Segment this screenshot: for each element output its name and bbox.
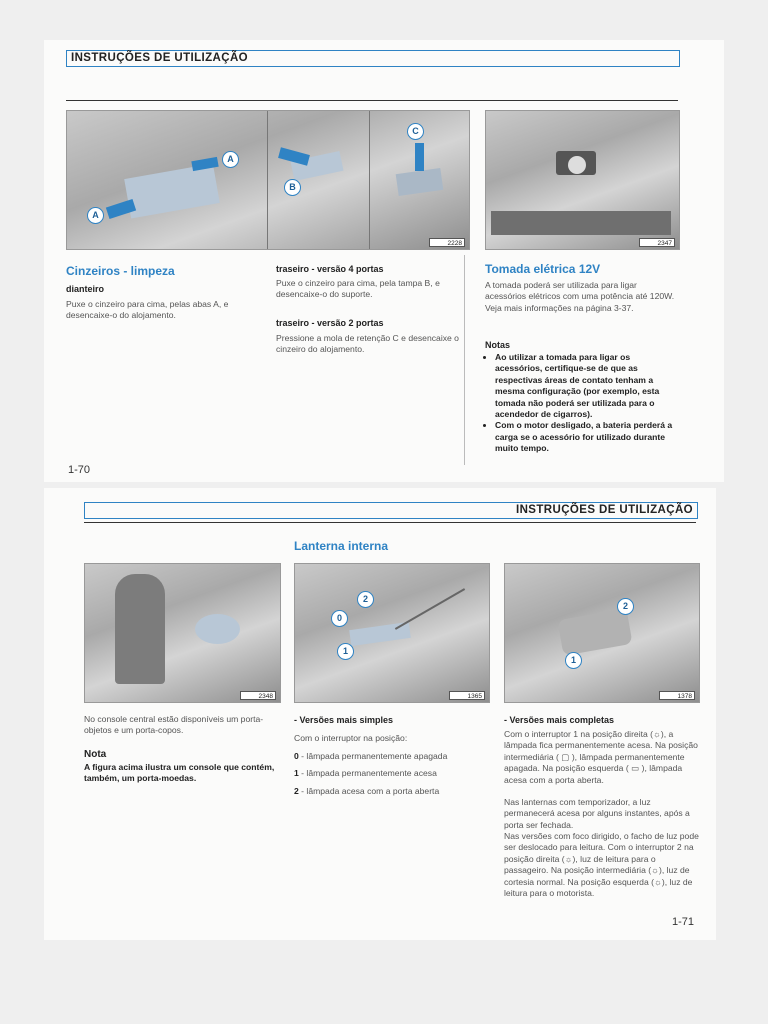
item-text: - lâmpada acesa com a porta aberta <box>301 786 440 796</box>
arrow-icon <box>191 157 218 171</box>
console-body: No console central estão disponíveis um porta-objetos e um porta-copos. <box>84 714 264 736</box>
callout-2: 2 <box>617 598 634 615</box>
item-key: 0 <box>294 751 299 761</box>
lamp-complete-photo <box>504 563 700 703</box>
figure-number: 1378 <box>659 691 695 700</box>
simple-item <box>294 768 490 779</box>
callout-1: 1 <box>337 643 354 660</box>
console-photo <box>84 563 281 703</box>
item-text: - lâmpada permanentemente acesa <box>301 768 437 778</box>
section-title-interior-light: Lanterna interna <box>294 539 389 553</box>
notes-list <box>485 352 678 455</box>
notes-title: Notas <box>485 340 511 350</box>
page-header-title: INSTRUÇÕES DE UTILIZAÇÃO <box>71 52 248 64</box>
body-rear-2door: Pressione a mola de retenção C e desencaixe o cinzeiro do alojamento. <box>276 333 459 355</box>
body-front: Puxe o cinzeiro para cima, pelas abas A, e desencaixe-o do alojamento. <box>66 299 229 321</box>
note-item: • Com o motor desligado, a bateria perderá a carga se o acessório for utilizado durante muito tempo. <box>495 420 678 454</box>
body-rear-4door: Puxe o cinzeiro para cima, pela tampa B, e desencaixe-o do suporte. <box>276 278 440 300</box>
complete-body-1: Com o interruptor 1 na posição direita (☼), a lâmpada fica permanentemente acesa. Na posição intermediária ( ▢ ), lâmpada permanentemente apagada. Na posição esquerda ( ▭ ), lâmpada acesa com a porta aberta. <box>504 729 698 785</box>
lamp-simple-photo <box>294 563 490 703</box>
simple-intro: Com o interruptor na posição: <box>294 733 408 743</box>
callout-a-right: A <box>222 151 239 168</box>
manual-page-left <box>44 40 724 482</box>
section-title-socket: Tomada elétrica 12V <box>485 262 601 276</box>
body-socket: A tomada poderá ser utilizada para ligar acessórios elétricos com uma potência até 120W. Veja mais informações na página 3-37. <box>485 280 675 313</box>
item-text: - lâmpada permanentemente apagada <box>301 751 448 761</box>
callout-b: B <box>284 179 301 196</box>
subtitle-rear-2door: traseiro - versão 2 portas <box>276 318 384 328</box>
note-title: Nota <box>84 749 107 760</box>
complete-body-2: Nas lanternas com temporizador, a luz permanecerá acesa por alguns instantes, após a porta ser fechada. <box>504 797 690 830</box>
item-key: 2 <box>294 786 299 796</box>
subtitle-simple: - Versões mais simples <box>294 715 394 725</box>
page-header-title: INSTRUÇÕES DE UTILIZAÇÃO <box>516 504 693 516</box>
subtitle-rear-4door: traseiro - versão 4 portas <box>276 264 384 274</box>
complete-body-3: Nas versões com foco dirigido, o facho de luz pode ser deslocado para leitura. Com o interruptor 2 na posição direita (☼), luz de leitura para o passageiro. Na posição intermediária (☼), luz de cortesia normal. Na posição esquerda (☼), luz de leitura para o motorista. <box>504 831 699 899</box>
arrow-icon <box>415 143 424 171</box>
figure-number: 2228 <box>429 238 465 247</box>
page-number: 1-70 <box>68 464 91 476</box>
page-header-box <box>84 502 698 519</box>
power-socket-photo <box>485 110 680 250</box>
manual-page-right <box>44 488 716 940</box>
figure-number: 2347 <box>639 238 675 247</box>
callout-a-left: A <box>87 207 104 224</box>
simple-item <box>294 786 490 797</box>
callout-0: 0 <box>331 610 348 627</box>
header-divider <box>66 100 678 101</box>
callout-1: 1 <box>565 652 582 669</box>
figure-number: 1365 <box>449 691 485 700</box>
section-title-ashtrays: Cinzeiros - limpeza <box>66 264 175 278</box>
callout-2: 2 <box>357 591 374 608</box>
figure-number: 2348 <box>240 691 276 700</box>
note-item: • Ao utilizar a tomada para ligar os acessórios, certifique-se de que as respectivas áreas de contato tenham a mesma configuração (por exemplo, esta tomada não poderá ser utilizada para o acendedor de cigarros). <box>495 352 678 420</box>
item-key: 1 <box>294 768 299 778</box>
page-header-box <box>66 50 680 67</box>
subtitle-complete: - Versões mais completas <box>504 715 615 725</box>
subtitle-front: dianteiro <box>66 284 105 294</box>
ashtray-photo <box>66 110 470 250</box>
header-divider <box>84 522 696 523</box>
page-number: 1-71 <box>672 916 695 928</box>
note-body: A figura acima ilustra um console que contém, também, um porta-moedas. <box>84 762 275 784</box>
column-divider <box>464 255 465 465</box>
callout-c: C <box>407 123 424 140</box>
simple-item <box>294 751 490 762</box>
